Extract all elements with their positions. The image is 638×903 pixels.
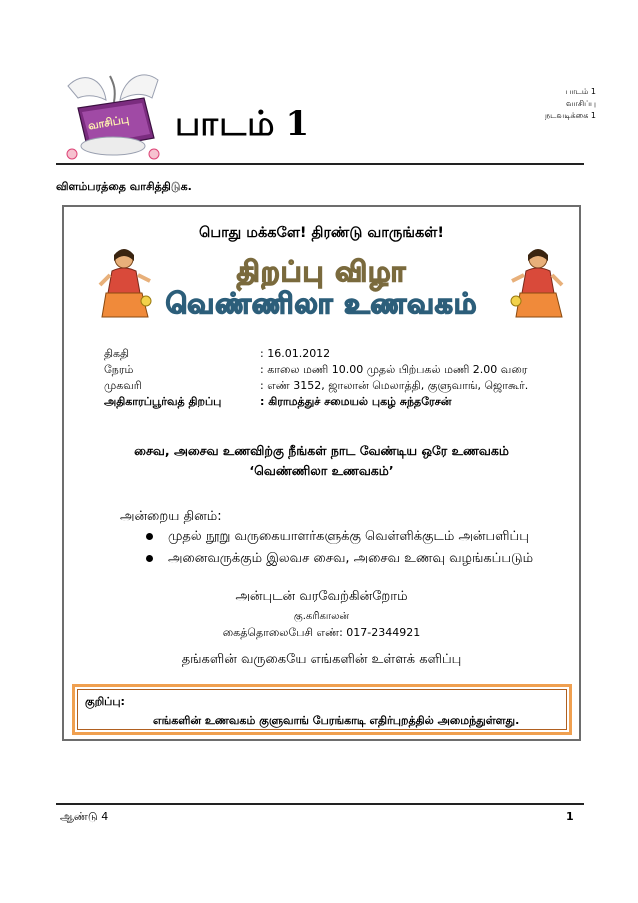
detail-value: : எண் 3152, ஜாலான் மெலாத்தி, குளுவாங், ஜொகூர். xyxy=(260,379,529,392)
detail-value: : 16.01.2012 xyxy=(260,347,331,360)
closing-text: தங்களின் வருகையே எங்களின் உள்ளக் களிப்பு xyxy=(181,652,462,667)
contact-phone: கைத்தொலைபேசி எண்: 017-2344921 xyxy=(222,626,421,639)
detail-value: : கிராமத்துச் சமையல் புகழ் சுந்தரேசன் xyxy=(260,395,452,408)
detail-row-official-opening xyxy=(104,395,574,411)
detail-row-address xyxy=(104,379,574,395)
lesson-title-number: 1 xyxy=(285,104,311,144)
that-day-label: அன்றைய தினம்: xyxy=(120,509,222,524)
list-item xyxy=(146,529,533,551)
offer-line: சைவ, அசைவ உணவிற்கு நீங்கள் நாட வேண்டிய ஒரே உணவகம் xyxy=(134,443,509,458)
detail-label: அதிகாரப்பூர்வத் திறப்பு xyxy=(104,395,222,408)
offer-restaurant-name: ‘வெண்ணிலா உணவகம்’ xyxy=(249,463,394,478)
page-number: 1 xyxy=(566,810,574,823)
bullet-text: முதல் நூறு வருகையாளர்களுக்கு வெள்ளிக்குடம் அன்பளிப்பு xyxy=(168,529,529,544)
logo-text: வாசிப்பு xyxy=(87,112,130,133)
advertisement-poster xyxy=(62,205,581,741)
detail-row-date xyxy=(104,347,574,363)
detail-label: திகதி xyxy=(104,347,130,360)
instruction-text: விளம்பரத்தை வாசித்திடுக. xyxy=(56,180,192,193)
detail-row-time xyxy=(104,363,574,379)
lesson-meta-line: பாடம் 1 xyxy=(565,87,596,96)
header-divider xyxy=(56,163,584,165)
footer-divider xyxy=(56,803,584,805)
bullet-dot-icon xyxy=(146,555,153,562)
lesson-title xyxy=(175,104,310,148)
poster-headline: பொது மக்களே! திரண்டு வாருங்கள்! xyxy=(199,225,444,241)
detail-value: : காலை மணி 10.00 முதல் பிற்பகல் மணி 2.00 வரை xyxy=(260,363,528,376)
lesson-meta-line: நடவடிக்கை 1 xyxy=(545,111,596,120)
note-label: குறிப்பு: xyxy=(85,695,125,708)
poster-title-opening: திறப்பு விழா xyxy=(236,255,407,288)
welcome-text: அன்புடன் வரவேற்கின்றோம் xyxy=(235,589,408,604)
lesson-title-word: பாடம் xyxy=(175,104,276,144)
footer-year: ஆண்டு 4 xyxy=(60,810,109,823)
lesson-meta-line: வாசிப்பு xyxy=(565,99,596,108)
bullet-text: அனைவருக்கும் இலவச சைவ, அசைவ உணவு வழங்கப்படும் xyxy=(168,551,534,566)
note-text: எங்களின் உணவகம் குளுவாங் பேரங்காடி எதிர்புறத்தில் அமைந்துள்ளது. xyxy=(153,714,520,727)
lesson-logo xyxy=(58,68,168,163)
bullet-dot-icon xyxy=(146,533,153,540)
offer-bullet-list xyxy=(146,529,533,573)
event-details xyxy=(104,347,574,411)
note-box xyxy=(72,684,572,735)
detail-label: முகவரி xyxy=(104,379,142,392)
list-item xyxy=(146,551,533,573)
poster-title-restaurant: வெண்ணிலா உணவகம் xyxy=(165,287,478,320)
detail-label: நேரம் xyxy=(104,363,134,376)
lesson-meta xyxy=(545,86,596,122)
contact-name: கு.கரிகாலன் xyxy=(293,611,350,622)
